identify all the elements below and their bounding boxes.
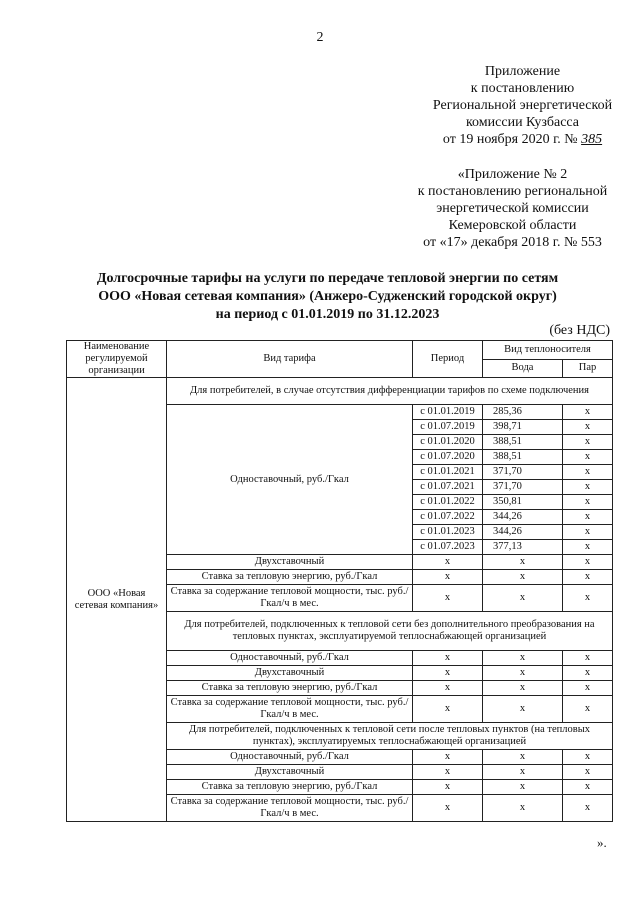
header-tariff-type: Вид тарифа bbox=[167, 341, 413, 378]
appendix-date-line bbox=[410, 131, 635, 148]
vat-note: (без НДС) bbox=[549, 323, 610, 338]
resolution-number: 385 bbox=[581, 132, 603, 147]
quoted-line: энергетической комиссии bbox=[436, 201, 589, 216]
period-cell: с 01.01.2021 bbox=[413, 465, 483, 480]
period-cell: х bbox=[413, 696, 483, 723]
water-value: х bbox=[483, 795, 563, 822]
water-value: х bbox=[483, 555, 563, 570]
period-cell: х bbox=[413, 570, 483, 585]
period-cell: с 01.01.2020 bbox=[413, 435, 483, 450]
water-value: 344,26 bbox=[483, 510, 563, 525]
water-value: 377,13 bbox=[483, 540, 563, 555]
section-title: Для потребителей, в случае отсутствия дифференциации тарифов по схеме подключения bbox=[167, 378, 613, 405]
steam-value: х bbox=[563, 540, 613, 555]
quoted-line: от «17» декабря 2018 г. № 553 bbox=[423, 235, 602, 250]
header-period: Период bbox=[413, 341, 483, 378]
water-value: х bbox=[483, 666, 563, 681]
water-value: 388,51 bbox=[483, 450, 563, 465]
water-value: 398,71 bbox=[483, 420, 563, 435]
water-value: х bbox=[483, 696, 563, 723]
steam-value: х bbox=[563, 525, 613, 540]
water-value: х bbox=[483, 750, 563, 765]
steam-value: х bbox=[563, 681, 613, 696]
steam-value: х bbox=[563, 795, 613, 822]
period-cell: с 01.07.2021 bbox=[413, 480, 483, 495]
tariff-label: Двухставочный bbox=[167, 765, 413, 780]
period-cell: х bbox=[413, 666, 483, 681]
title-line: ООО «Новая сетевая компания» (Анжеро-Судженский городской округ) bbox=[98, 289, 557, 304]
appendix-line: Приложение bbox=[484, 64, 561, 79]
water-value: х bbox=[483, 780, 563, 795]
water-value: 285,36 bbox=[483, 405, 563, 420]
steam-value: х bbox=[563, 510, 613, 525]
period-cell: с 01.01.2022 bbox=[413, 495, 483, 510]
tariff-label: Одноставочный, руб./Гкал bbox=[167, 651, 413, 666]
steam-value: х bbox=[563, 420, 613, 435]
quoted-line: Кемеровской области bbox=[448, 218, 577, 233]
steam-value: х bbox=[563, 780, 613, 795]
period-cell: с 01.01.2023 bbox=[413, 525, 483, 540]
steam-value: х bbox=[563, 585, 613, 612]
water-value: 371,70 bbox=[483, 465, 563, 480]
appendix-date: от 19 ноября 2020 г. № bbox=[442, 132, 578, 147]
period-cell: с 01.07.2020 bbox=[413, 450, 483, 465]
water-value: 388,51 bbox=[483, 435, 563, 450]
steam-value: х bbox=[563, 696, 613, 723]
steam-value: х bbox=[563, 495, 613, 510]
title-line: Долгосрочные тарифы на услуги по передаче тепловой энергии по сетям bbox=[96, 271, 559, 286]
page-number: 2 bbox=[316, 30, 324, 45]
water-value: х bbox=[483, 681, 563, 696]
water-value: х bbox=[483, 651, 563, 666]
period-cell: х bbox=[413, 795, 483, 822]
section-title: Для потребителей, подключенных к тепловой сети без дополнительного преобразования на тепловых пунктах, эксплуатируемой теплоснабжающей организацией bbox=[167, 612, 613, 651]
period-cell: с 01.01.2019 bbox=[413, 405, 483, 420]
document-title bbox=[70, 270, 585, 324]
tariff-label: Ставка за содержание тепловой мощности, тыс. руб./Гкал/ч в мес. bbox=[167, 795, 413, 822]
appendix-line: Региональной энергетической bbox=[432, 98, 613, 113]
period-cell: х bbox=[413, 681, 483, 696]
header-org: Наименование регулируемой организации bbox=[67, 341, 167, 378]
appendix-block bbox=[410, 63, 635, 148]
steam-value: х bbox=[563, 570, 613, 585]
water-value: 344,26 bbox=[483, 525, 563, 540]
steam-value: х bbox=[563, 480, 613, 495]
period-cell: х bbox=[413, 555, 483, 570]
tariff-table bbox=[66, 340, 613, 822]
tariff-label: Ставка за содержание тепловой мощности, тыс. руб./Гкал/ч в мес. bbox=[167, 585, 413, 612]
section-title: Для потребителей, подключенных к тепловой сети после тепловых пунктов (на тепловых пунктах), эксплуатируемых теплоснабжающей организацией bbox=[167, 723, 613, 750]
water-value: х bbox=[483, 585, 563, 612]
water-value: х bbox=[483, 765, 563, 780]
quoted-line: «Приложение № 2 bbox=[457, 167, 568, 182]
quoted-appendix-block bbox=[390, 166, 635, 251]
period-cell: х bbox=[413, 765, 483, 780]
tariff-label: Двухставочный bbox=[167, 555, 413, 570]
closing-mark: ». bbox=[597, 835, 607, 850]
quoted-line: к постановлению региональной bbox=[417, 184, 608, 199]
period-cell: х bbox=[413, 585, 483, 612]
steam-value: х bbox=[563, 435, 613, 450]
steam-value: х bbox=[563, 666, 613, 681]
tariff-label: Ставка за тепловую энергию, руб./Гкал bbox=[167, 570, 413, 585]
steam-value: х bbox=[563, 765, 613, 780]
title-line: на период с 01.01.2019 по 31.12.2023 bbox=[215, 307, 440, 322]
tariff-label: Двухставочный bbox=[167, 666, 413, 681]
appendix-line: к постановлению bbox=[470, 81, 575, 96]
period-cell: с 01.07.2019 bbox=[413, 420, 483, 435]
header-water: Вода bbox=[483, 359, 563, 378]
appendix-line: комиссии Кузбасса bbox=[465, 115, 580, 130]
steam-value: х bbox=[563, 651, 613, 666]
steam-value: х bbox=[563, 450, 613, 465]
section-row bbox=[67, 378, 613, 405]
header-carrier: Вид теплоносителя bbox=[483, 341, 613, 360]
water-value: 371,70 bbox=[483, 480, 563, 495]
tariff-label: Ставка за тепловую энергию, руб./Гкал bbox=[167, 780, 413, 795]
organization-cell: ООО «Новая сетевая компания» bbox=[67, 378, 167, 822]
water-value: х bbox=[483, 570, 563, 585]
tariff-label: Ставка за содержание тепловой мощности, тыс. руб./Гкал/ч в мес. bbox=[167, 696, 413, 723]
period-cell: с 01.07.2023 bbox=[413, 540, 483, 555]
period-cell: х bbox=[413, 780, 483, 795]
tariff-label: Одноставочный, руб./Гкал bbox=[167, 750, 413, 765]
tariff-label: Ставка за тепловую энергию, руб./Гкал bbox=[167, 681, 413, 696]
period-cell: х bbox=[413, 651, 483, 666]
header-row bbox=[67, 341, 613, 360]
period-cell: с 01.07.2022 bbox=[413, 510, 483, 525]
single-rate-label: Одноставочный, руб./Гкал bbox=[167, 405, 413, 555]
header-steam: Пар bbox=[563, 359, 613, 378]
steam-value: х bbox=[563, 555, 613, 570]
steam-value: х bbox=[563, 465, 613, 480]
water-value: 350,81 bbox=[483, 495, 563, 510]
steam-value: х bbox=[563, 750, 613, 765]
period-cell: х bbox=[413, 750, 483, 765]
steam-value: х bbox=[563, 405, 613, 420]
